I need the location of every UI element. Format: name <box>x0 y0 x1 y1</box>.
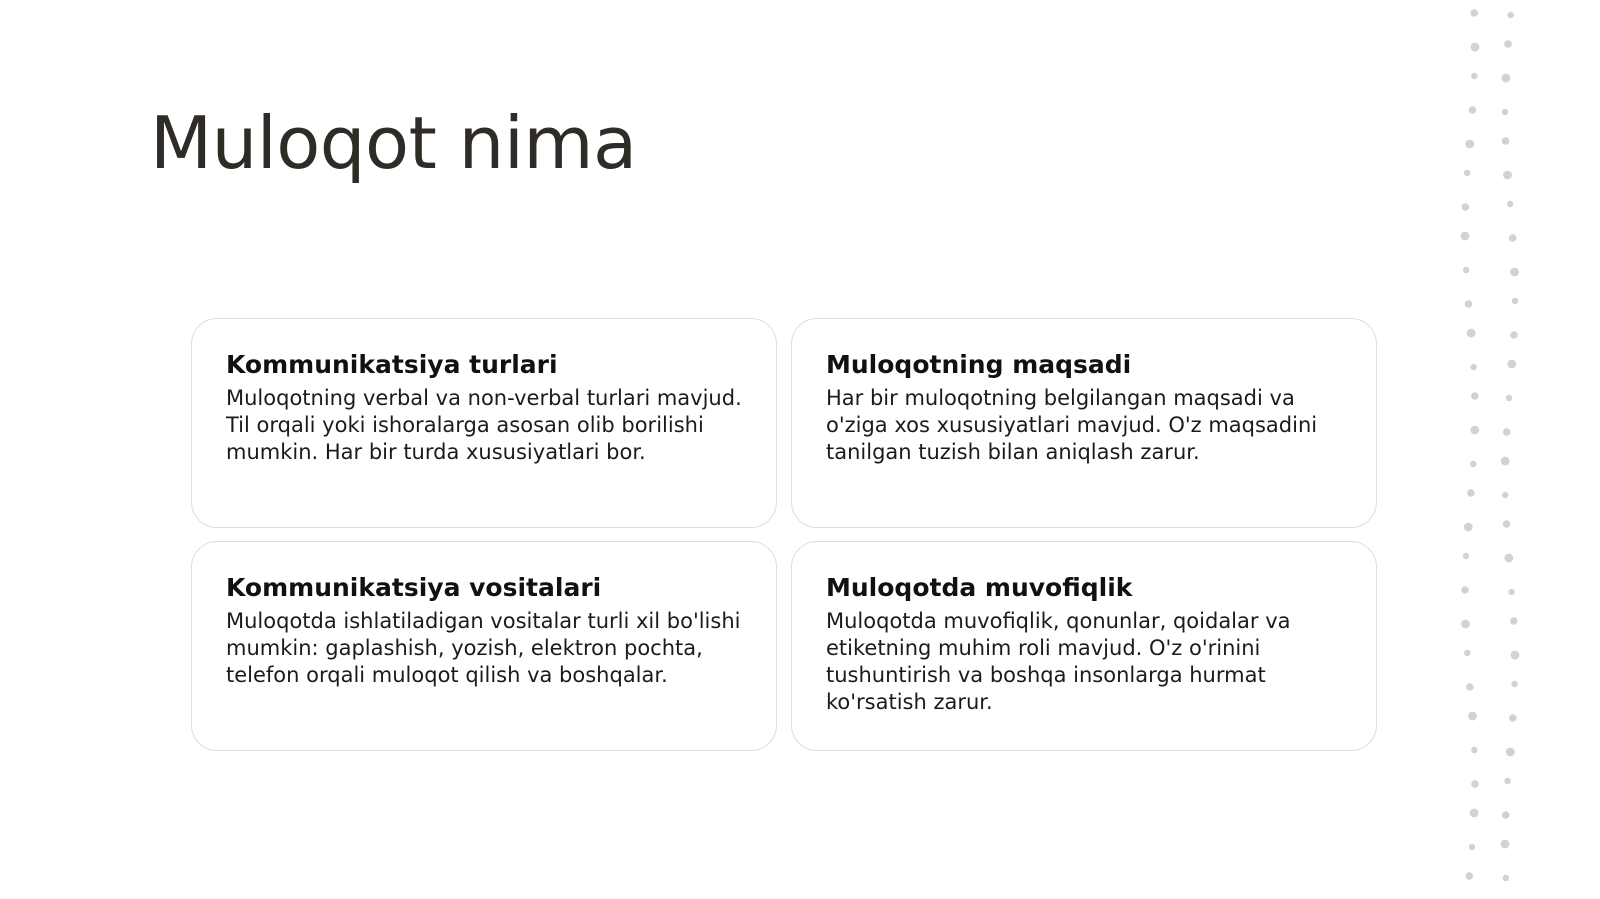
card-communication-compatibility <box>791 541 1377 751</box>
decorative-dot <box>1468 712 1477 721</box>
decorative-dot <box>1471 392 1479 400</box>
decorative-dot <box>1466 872 1474 880</box>
decorative-dot <box>1464 170 1470 176</box>
decorative-dot <box>1471 73 1477 79</box>
card-title: Kommunikatsiya turlari <box>226 350 558 379</box>
decorative-dot <box>1502 109 1508 115</box>
decorative-dot <box>1511 681 1517 687</box>
decorative-dot <box>1506 748 1515 757</box>
decorative-dot <box>1504 40 1512 48</box>
card-title: Kommunikatsiya vositalari <box>226 573 602 602</box>
decorative-dot <box>1465 140 1474 149</box>
decorative-dot <box>1463 267 1469 273</box>
decorative-dot <box>1471 780 1479 788</box>
decorative-dot <box>1461 586 1469 594</box>
decorative-dot <box>1508 12 1514 18</box>
decorative-dot <box>1470 9 1478 17</box>
card-title: Muloqotning maqsadi <box>826 350 1132 379</box>
card-text: Har bir muloqotning belgilangan maqsadi va o'ziga xos xususiyatlari mavjud. O'z maqsadini tanilgan tuzish bilan aniqlash zarur. <box>826 385 1318 464</box>
decorative-dot <box>1502 137 1510 145</box>
decorative-dot <box>1469 844 1475 850</box>
decorative-dot <box>1501 457 1510 466</box>
decorative-dot <box>1507 201 1513 207</box>
decorative-dot <box>1462 203 1470 211</box>
decorative-dot <box>1503 875 1509 881</box>
decorative-dot <box>1502 74 1511 83</box>
card-communication-tools <box>191 541 777 751</box>
decorative-dot <box>1471 747 1477 753</box>
decorative-dot <box>1470 809 1479 818</box>
decorative-dot <box>1464 523 1473 532</box>
decorative-dot <box>1509 234 1517 242</box>
decorative-dot <box>1470 364 1476 370</box>
decorative-dot <box>1509 714 1517 722</box>
decorative-dot <box>1464 650 1470 656</box>
decorative-dot <box>1504 778 1510 784</box>
decorative-dot <box>1502 811 1510 819</box>
decorative-dot <box>1471 43 1480 52</box>
card-title: Muloqotda muvofiqlik <box>826 573 1133 602</box>
decorative-dot <box>1461 232 1470 241</box>
card-text: Muloqotning verbal va non-verbal turlari mavjud. Til orqali yoki ishoralarga asosan olib borilishi mumkin. Har bir turda xususiyatlari bor. <box>226 385 742 464</box>
card-text: Muloqotda muvofiqlik, qonunlar, qoidalar va etiketning muhim roli mavjud. O'z o'rinini tushuntirish va boshqa insonlarga hurmat ko'rsatish zarur. <box>826 608 1291 714</box>
decorative-dot <box>1461 620 1470 629</box>
decorative-dot <box>1511 651 1520 660</box>
decorative-dot <box>1503 171 1512 180</box>
decorative-dot <box>1470 461 1476 467</box>
decorative-dot <box>1470 426 1479 435</box>
card-text: Muloqotda ishlatiladigan vositalar turli xil bo'lishi mumkin: gaplashish, yozish, elektron pochta, telefon orqali muloqot qilish va boshqalar. <box>226 608 741 687</box>
decorative-dot <box>1505 554 1514 563</box>
slide-title: Muloqot nima <box>150 101 637 185</box>
decorative-dot <box>1510 268 1519 277</box>
decorative-dot <box>1469 106 1477 114</box>
decorative-dot <box>1463 553 1469 559</box>
card-communication-types <box>191 318 777 528</box>
decorative-dot <box>1512 298 1518 304</box>
decorative-dot <box>1465 300 1473 308</box>
decorative-dot <box>1467 489 1475 497</box>
decorative-dot <box>1506 395 1512 401</box>
decorative-dot <box>1510 617 1518 625</box>
decorative-dot <box>1510 331 1518 339</box>
decorative-dot <box>1508 589 1514 595</box>
decorative-dot <box>1502 492 1508 498</box>
decorative-dot <box>1467 329 1476 338</box>
decorative-dot <box>1466 683 1474 691</box>
decorative-dot <box>1503 520 1511 528</box>
decorative-dot <box>1503 428 1511 436</box>
decorative-dot <box>1507 360 1516 369</box>
decorative-dot <box>1501 840 1510 849</box>
card-communication-purpose <box>791 318 1377 528</box>
